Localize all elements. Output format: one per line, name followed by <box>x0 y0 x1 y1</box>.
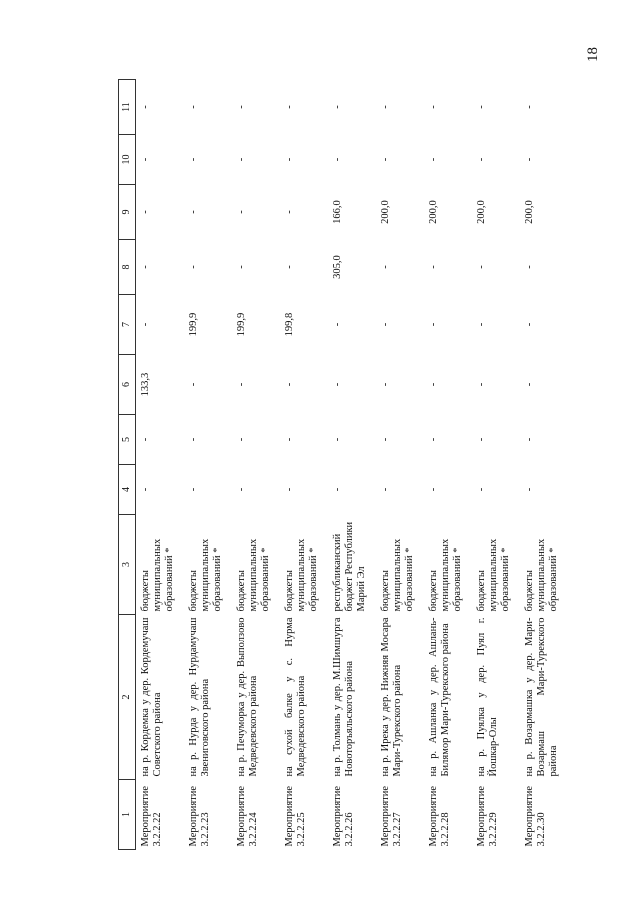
value-cell: - <box>476 437 487 442</box>
value-cell: - <box>236 265 247 269</box>
column-header: 3 <box>119 515 136 615</box>
value-cell: - <box>524 157 535 162</box>
value-cell: - <box>332 157 343 162</box>
value-cell: - <box>380 105 391 109</box>
value-cell: - <box>524 382 535 387</box>
table-row <box>424 80 472 850</box>
value-cell: - <box>332 105 343 109</box>
measures-table <box>118 79 568 850</box>
value-cell: - <box>428 382 439 387</box>
value-cell: - <box>236 157 247 162</box>
location-cell: на р. Кордемка у дер. Кордемучаш Советского района <box>140 617 164 777</box>
value-cell: - <box>284 157 295 162</box>
funding-source-cell: бюджеты муниципальных образований * <box>428 538 464 612</box>
value-cell: - <box>284 105 295 109</box>
column-header: 5 <box>119 415 136 465</box>
value-cell: 200,0 <box>476 200 487 224</box>
value-cell: - <box>284 382 295 387</box>
value-cell: - <box>380 157 391 162</box>
value-cell: - <box>140 157 151 162</box>
value-cell: - <box>428 487 439 492</box>
column-header: 4 <box>119 465 136 515</box>
funding-source-cell: бюджеты муниципальных образований * <box>284 538 320 612</box>
value-cell: - <box>380 265 391 269</box>
value-cell: - <box>524 487 535 492</box>
value-cell: - <box>428 157 439 162</box>
value-cell: - <box>524 322 535 327</box>
table-row <box>184 80 232 850</box>
location-cell: на р. Печуморка у дер. Выползово Медведевского района <box>236 617 260 777</box>
value-cell: 199,9 <box>188 312 199 337</box>
value-cell: - <box>284 210 295 214</box>
funding-source-cell: бюджеты муниципальных образований * <box>188 538 224 612</box>
column-header: 10 <box>119 135 136 185</box>
measure-id-cell: Мероприятие 3.2.2.28 <box>428 785 452 847</box>
column-header: 7 <box>119 295 136 355</box>
column-header: 2 <box>119 615 136 780</box>
value-cell: - <box>476 487 487 492</box>
value-cell: - <box>236 487 247 492</box>
value-cell: - <box>236 105 247 109</box>
measure-id-cell: Мероприятие 3.2.2.30 <box>524 785 548 847</box>
location-cell: на р. Толмань у дер. М.Шимшурга Новоторъяльского района <box>332 617 356 777</box>
value-cell: 200,0 <box>428 200 439 224</box>
value-cell: - <box>524 265 535 269</box>
table-row <box>136 80 185 850</box>
value-cell: - <box>332 322 343 327</box>
measure-id-cell: Мероприятие 3.2.2.26 <box>332 785 356 847</box>
value-cell: - <box>476 382 487 387</box>
value-cell: - <box>140 210 151 214</box>
value-cell: 133,3 <box>140 372 151 397</box>
table-row <box>280 80 328 850</box>
column-header: 6 <box>119 355 136 415</box>
value-cell: 199,8 <box>284 312 295 337</box>
value-cell: 200,0 <box>380 200 391 224</box>
value-cell: - <box>380 437 391 442</box>
value-cell: - <box>524 437 535 442</box>
value-cell: - <box>332 437 343 442</box>
location-cell: на р. Ашланка у дер. Ашлань-Билямор Мари-Турекского района <box>428 617 452 777</box>
value-cell: - <box>236 210 247 214</box>
header-row <box>119 80 136 850</box>
rotated-table-container <box>118 80 628 850</box>
location-cell: на р. Нурда у дер. Нурдамучаш Звениговского района <box>188 617 212 777</box>
table-row <box>376 80 424 850</box>
value-cell: - <box>188 437 199 442</box>
value-cell: - <box>428 105 439 109</box>
value-cell: - <box>476 105 487 109</box>
page-number: 18 <box>585 47 601 62</box>
value-cell: - <box>476 157 487 162</box>
table-row <box>520 80 568 850</box>
value-cell: - <box>188 382 199 387</box>
value-cell: 166,0 <box>332 200 343 224</box>
value-cell: - <box>140 487 151 492</box>
column-header: 9 <box>119 185 136 240</box>
measure-id-cell: Мероприятие 3.2.2.22 <box>140 785 164 847</box>
value-cell: - <box>476 265 487 269</box>
measure-id-cell: Мероприятие 3.2.2.27 <box>380 785 404 847</box>
column-header: 1 <box>119 780 136 850</box>
value-cell: - <box>140 105 151 109</box>
value-cell: - <box>380 322 391 327</box>
funding-source-cell: бюджеты муниципальных образований * <box>380 538 416 612</box>
value-cell: - <box>188 157 199 162</box>
value-cell: - <box>524 105 535 109</box>
value-cell: - <box>428 437 439 442</box>
funding-source-cell: республиканский бюджет Республики Марий Эл <box>332 521 368 612</box>
value-cell: - <box>140 265 151 269</box>
funding-source-cell: бюджеты муниципальных образований * <box>524 538 560 612</box>
value-cell: - <box>188 210 199 214</box>
table-row <box>328 80 376 850</box>
value-cell: 305,0 <box>332 255 343 279</box>
column-header: 8 <box>119 240 136 295</box>
measure-id-cell: Мероприятие 3.2.2.25 <box>284 785 308 847</box>
funding-source-cell: бюджеты муниципальных образований * <box>140 538 176 612</box>
value-cell: - <box>428 322 439 327</box>
value-cell: - <box>140 322 151 327</box>
value-cell: - <box>380 382 391 387</box>
value-cell: - <box>188 105 199 109</box>
value-cell: - <box>476 322 487 327</box>
value-cell: - <box>284 265 295 269</box>
value-cell: - <box>332 487 343 492</box>
funding-source-cell: бюджеты муниципальных образований * <box>476 538 512 612</box>
location-cell: на р. Пуялка у дер. Пуял г. Йошкар-Олы <box>476 617 500 777</box>
table-row <box>472 80 520 850</box>
funding-source-cell: бюджеты муниципальных образований * <box>236 538 272 612</box>
value-cell: - <box>188 487 199 492</box>
table-row <box>232 80 280 850</box>
value-cell: - <box>284 487 295 492</box>
location-cell: на р. Ирека у дер. Нижняя Мосара Мари-Турекского района <box>380 617 404 777</box>
location-cell: на сухой балке у с. Нурма Медведевского района <box>284 617 308 777</box>
value-cell: - <box>284 437 295 442</box>
value-cell: - <box>332 382 343 387</box>
measure-id-cell: Мероприятие 3.2.2.29 <box>476 785 500 847</box>
value-cell: - <box>140 437 151 442</box>
measure-id-cell: Мероприятие 3.2.2.23 <box>188 785 212 847</box>
value-cell: - <box>188 265 199 269</box>
value-cell: - <box>236 437 247 442</box>
measure-id-cell: Мероприятие 3.2.2.24 <box>236 785 260 847</box>
value-cell: 200,0 <box>524 200 535 224</box>
value-cell: - <box>236 382 247 387</box>
location-cell: на р. Возармашка у дер. Мари-Возармаш Мари-Турекского района <box>524 617 560 777</box>
value-cell: 199,9 <box>236 312 247 337</box>
table-body <box>136 80 569 850</box>
value-cell: - <box>380 487 391 492</box>
column-header: 11 <box>119 80 136 135</box>
value-cell: - <box>428 265 439 269</box>
